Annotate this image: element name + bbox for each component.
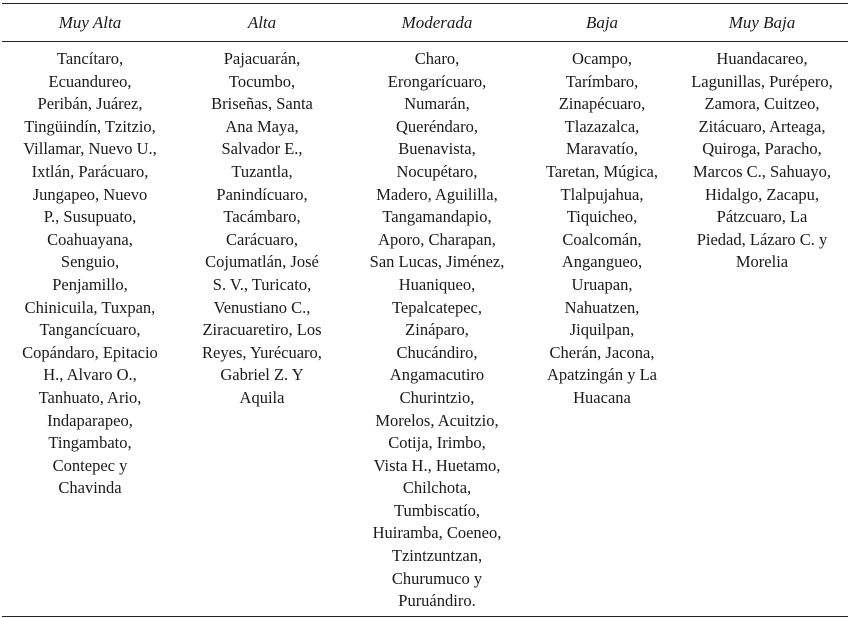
cell-line: Quiroga, Paracho, [702, 139, 822, 159]
table-body-row [2, 42, 848, 613]
cell-line: Puruándiro. [398, 591, 476, 611]
cell-line: Huaniqueo, [398, 274, 476, 294]
cell-line: Tarímbaro, [565, 71, 639, 91]
cell-line: Angamacutiro [389, 365, 485, 385]
cell-line: Aporo, Charapan, [378, 229, 496, 249]
cell-line: Nocupétaro, [396, 161, 478, 181]
cell-line: Numarán, [404, 94, 470, 114]
cell-line: Ecuandureo, [48, 71, 132, 91]
cell-line: P., Susupuato, [43, 207, 137, 227]
cell-line: Peribán, Juárez, [37, 94, 143, 114]
cell-line: Pajacuarán, [223, 49, 301, 68]
cell-line: Ana Maya, [225, 116, 299, 136]
cell-line: Huiramba, Coeneo, [372, 523, 502, 543]
cell-line: Jungapeo, Nuevo [32, 184, 148, 204]
cell-line: Uruapan, [571, 274, 633, 294]
cell-line: Buenavista, [398, 139, 476, 159]
cell-line: Charo, [414, 49, 460, 68]
cell-line: Senguio, [60, 252, 120, 272]
cell-baja [528, 48, 676, 613]
cell-line: Tangamandapio, [382, 207, 492, 227]
cell-line: Chilchota, [402, 478, 472, 498]
cell-line: Tangancícuaro, [39, 320, 141, 340]
cell-line: Marcos C., Sahuayo, [693, 161, 831, 181]
cell-line: Huacana [573, 387, 631, 407]
cell-line: Tlalpujahua, [560, 184, 644, 204]
cell-line: Indaparapeo, [47, 410, 133, 430]
cell-line: Coahuayana, [47, 229, 133, 249]
cell-line: Hidalgo, Zacapu, [704, 184, 820, 204]
cell-line: Tepalcatepec, [392, 297, 482, 317]
classification-table [2, 3, 848, 617]
cell-line: Chinicuila, Tuxpan, [24, 297, 156, 317]
cell-line: Churumuco y [391, 568, 483, 588]
cell-line: Tanhuato, Ario, [38, 387, 142, 407]
cell-line: Ixtlán, Parácuaro, [31, 161, 149, 181]
cell-line: Apatzingán y La [547, 365, 657, 385]
cell-line: Venustiano C., [213, 297, 311, 317]
cell-line: Tiquicheo, [566, 207, 638, 227]
cell-line: Gabriel Z. Y [220, 365, 304, 385]
cell-line: Cherán, Jacona, [549, 342, 655, 362]
cell-line: Pátzcuaro, La [716, 207, 808, 227]
cell-line: Morelos, Acuitzio, [375, 410, 499, 430]
cell-line: Queréndaro, [395, 116, 478, 136]
cell-moderada [346, 48, 528, 613]
header-muy-baja: Muy Baja [728, 13, 796, 32]
header-moderada: Moderada [401, 13, 473, 32]
cell-line: Ziracuaretiro, Los [202, 320, 322, 340]
cell-line: Zamora, Cuitzeo, [704, 94, 820, 114]
cell-line: H., Alvaro O., [43, 365, 137, 385]
table-header-row [2, 4, 848, 42]
cell-line: Madero, Aguililla, [376, 184, 498, 204]
cell-line: Coalcomán, [562, 229, 642, 249]
cell-line: Tocumbo, [228, 71, 296, 91]
cell-line: Erongarícuaro, [387, 71, 487, 91]
cell-line: Tzintzuntzan, [391, 546, 483, 566]
cell-line: S. V., Turicato, [212, 274, 312, 294]
cell-line: Penjamillo, [52, 274, 128, 294]
cell-line: Churintzio, [399, 387, 475, 407]
cell-line: Tacámbaro, [223, 207, 301, 227]
cell-line: Copándaro, Epitacio [22, 342, 158, 362]
cell-line: Panindícuaro, [216, 184, 308, 204]
cell-line: Morelia [735, 252, 789, 272]
cell-muy-baja [676, 48, 848, 613]
cell-line: Tingüindín, Tzitzio, [24, 116, 156, 136]
cell-alta [178, 48, 346, 613]
cell-muy-alta [2, 48, 178, 613]
cell-line: Reyes, Yurécuaro, [202, 342, 322, 362]
cell-line: Salvador E., [221, 139, 303, 159]
cell-line: Villamar, Nuevo U., [23, 139, 157, 159]
cell-line: Chavinda [58, 478, 122, 498]
cell-line: Ocampo, [571, 49, 633, 68]
cell-line: Jiquilpan, [569, 320, 635, 340]
header-alta: Alta [247, 13, 277, 32]
cell-line: Huandacareo, [716, 49, 808, 68]
cell-line: Tuzantla, [231, 161, 293, 181]
cell-line: Contepec y [52, 455, 128, 475]
cell-line: Cotija, Irimbo, [388, 433, 486, 453]
cell-line: Tancítaro, [56, 49, 124, 68]
cell-line: Briseñas, Santa [211, 94, 313, 114]
cell-line: Chucándiro, [396, 342, 478, 362]
cell-line: Carácuaro, [226, 229, 298, 249]
cell-line: Vista H., Huetamo, [373, 455, 501, 475]
header-muy-alta: Muy Alta [58, 13, 122, 32]
cell-line: Lagunillas, Purépero, [691, 71, 833, 91]
cell-line: Piedad, Lázaro C. y [696, 229, 828, 249]
cell-line: Zináparo, [405, 320, 469, 340]
cell-line: Nahuatzen, [564, 297, 640, 317]
cell-line: Zinapécuaro, [558, 94, 646, 114]
cell-line: Angangueo, [561, 252, 643, 272]
header-baja: Baja [585, 13, 619, 32]
cell-line: Taretan, Múgica, [545, 161, 658, 181]
cell-line: Zitácuaro, Arteaga, [698, 116, 826, 136]
cell-line: Tingambato, [48, 433, 132, 453]
cell-line: Tlazazalca, [564, 116, 640, 136]
cell-line: Tumbiscatío, [393, 500, 481, 520]
cell-line: San Lucas, Jiménez, [369, 252, 505, 272]
cell-line: Cojumatlán, José [205, 252, 319, 272]
cell-line: Aquila [239, 387, 285, 407]
cell-line: Maravatío, [566, 139, 638, 159]
